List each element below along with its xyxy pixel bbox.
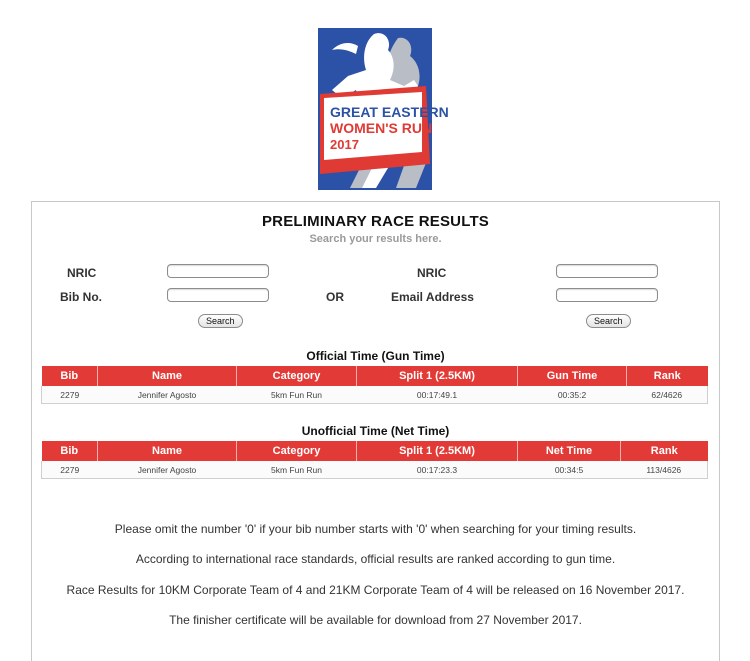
col-gun-time: Gun Time	[518, 366, 627, 386]
col-category: Category	[237, 441, 357, 461]
cell-rank: 62/4626	[627, 386, 708, 404]
col-bib: Bib	[42, 366, 98, 386]
right-nric-input[interactable]	[556, 264, 658, 278]
left-nric-input[interactable]	[167, 264, 269, 278]
cell-net-time: 00:34:5	[518, 461, 621, 479]
cell-category: 5km Fun Run	[237, 386, 357, 404]
col-category: Category	[237, 366, 357, 386]
left-search-button[interactable]: Search	[198, 314, 243, 328]
logo-line2: WOMEN'S RUN	[330, 120, 433, 136]
email-address-input[interactable]	[556, 288, 658, 302]
cell-gun-time: 00:35:2	[518, 386, 627, 404]
table-header-row	[42, 366, 708, 386]
event-logo	[318, 28, 449, 190]
cell-bib: 2279	[42, 461, 98, 479]
table-row	[42, 461, 708, 479]
note-finisher-certificate: The finisher certificate will be available for download from 27 November 2017.	[169, 613, 582, 627]
cell-name: Jennifer Agosto	[98, 386, 237, 404]
note-corporate-team-release: Race Results for 10KM Corporate Team of 4 and 21KM Corporate Team of 4 will be released on 16 November 2017.	[66, 583, 685, 597]
official-results-table	[41, 366, 708, 404]
table-header-row	[42, 441, 708, 461]
note-ranking-standard: According to international race standards, official results are ranked according to gun time.	[135, 552, 616, 566]
right-search-button[interactable]: Search	[586, 314, 631, 328]
page-subtitle: Search your results here.	[309, 233, 442, 245]
unofficial-results-table	[41, 441, 708, 479]
logo-line1: GREAT EASTERN	[330, 104, 449, 120]
col-split1: Split 1 (2.5KM)	[357, 441, 518, 461]
unofficial-time-title: Unofficial Time (Net Time)	[301, 424, 450, 438]
results-panel	[31, 201, 720, 661]
right-nric-label: NRIC	[417, 266, 447, 280]
col-name: Name	[98, 441, 237, 461]
bib-no-label: Bib No.	[60, 290, 102, 304]
cell-category: 5km Fun Run	[237, 461, 357, 479]
col-rank: Rank	[627, 366, 708, 386]
note-bib-zero: Please omit the number '0' if your bib number starts with '0' when searching for your timing results.	[114, 522, 637, 536]
table-row	[42, 386, 708, 404]
bib-no-input[interactable]	[167, 288, 269, 302]
cell-split1: 00:17:49.1	[357, 386, 518, 404]
col-rank: Rank	[621, 441, 708, 461]
logo-year: 2017	[330, 137, 359, 152]
col-net-time: Net Time	[518, 441, 621, 461]
col-split1: Split 1 (2.5KM)	[357, 366, 518, 386]
or-separator: OR	[326, 290, 344, 304]
left-nric-label: NRIC	[67, 266, 97, 280]
cell-split1: 00:17:23.3	[357, 461, 518, 479]
col-name: Name	[98, 366, 237, 386]
col-bib: Bib	[42, 441, 98, 461]
cell-name: Jennifer Agosto	[98, 461, 237, 479]
official-time-title: Official Time (Gun Time)	[306, 349, 445, 363]
cell-rank: 113/4626	[621, 461, 708, 479]
runner-silhouettes-graphic	[318, 28, 449, 190]
page-title: PRELIMINARY RACE RESULTS	[261, 213, 490, 230]
cell-bib: 2279	[42, 386, 98, 404]
email-address-label: Email Address	[391, 290, 474, 304]
